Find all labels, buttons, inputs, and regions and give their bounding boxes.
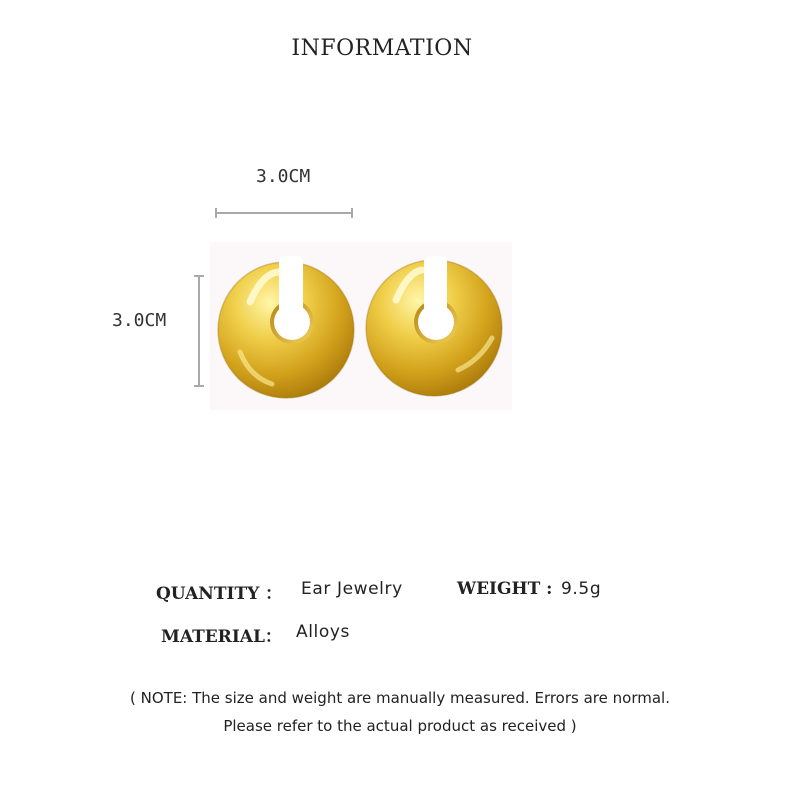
- gold-chunky-ear-cuff-pair-icon: [210, 242, 512, 410]
- quantity-label: QUANTITY ：: [156, 584, 283, 604]
- quantity-value: Ear Jewelry: [301, 579, 403, 599]
- height-dimension-line: [198, 275, 200, 387]
- product-photo: [210, 242, 512, 410]
- left-earring: [218, 256, 354, 398]
- weight-label: WEIGHT :: [457, 579, 553, 599]
- material-value: Alloys: [296, 622, 350, 642]
- weight-value: 9.5g: [561, 579, 602, 599]
- material-label: MATERIAL：: [161, 627, 282, 647]
- note-line-2: Please refer to the actual product as received ): [223, 717, 577, 735]
- page-title: INFORMATION: [291, 36, 473, 61]
- width-dimension-line: [215, 212, 353, 214]
- note-line-1: ( NOTE: The size and weight are manually measured. Errors are normal.: [130, 689, 670, 707]
- right-earring: [366, 256, 502, 396]
- height-dimension-label: 3.0CM: [112, 310, 167, 331]
- width-dimension-label: 3.0CM: [256, 166, 311, 187]
